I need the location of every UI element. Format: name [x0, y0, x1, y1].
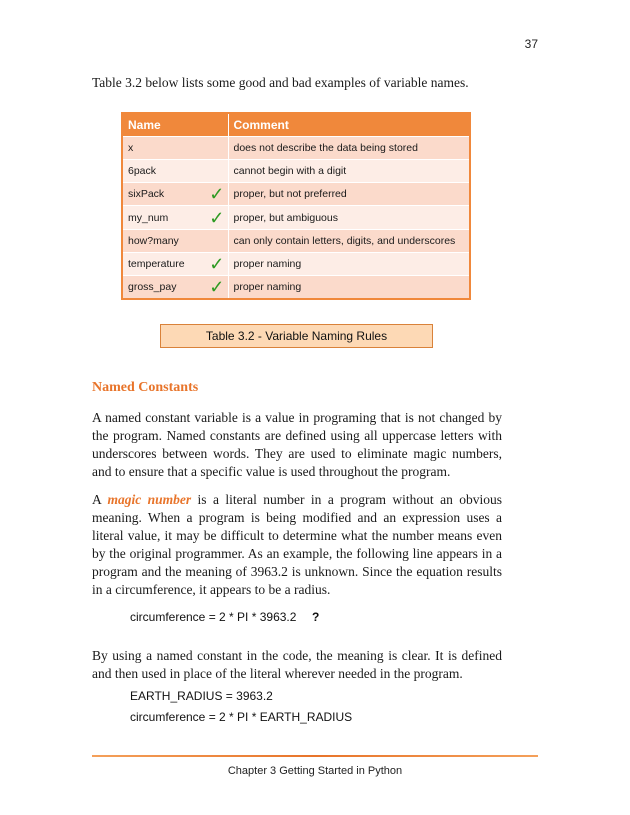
checkmark-icon: ✓: [206, 252, 228, 275]
table-caption: Table 3.2 - Variable Naming Rules: [160, 324, 433, 348]
table-row: [122, 159, 470, 182]
checkmark-icon: ✓: [206, 206, 228, 229]
code-example-literal: [130, 610, 320, 624]
comment-column-header: Comment: [228, 113, 470, 136]
magic-number-term: magic number: [107, 492, 192, 507]
variable-names-table: [121, 112, 471, 300]
section-heading: Named Constants: [92, 380, 199, 395]
intro-text: Table 3.2 below lists some good and bad examples of variable names.: [92, 75, 469, 90]
footer-chapter-title: Chapter 3 Getting Started in Python: [227, 765, 403, 777]
table-row: [122, 206, 470, 229]
table-row: [122, 229, 470, 252]
table-header-row: [122, 113, 470, 136]
comment-cell: proper, but ambiguous: [228, 206, 470, 229]
table-row: [122, 276, 470, 299]
variable-name-cell: gross_pay: [122, 276, 206, 299]
code-line: circumference = 2 * PI * 3963.2: [130, 610, 297, 624]
variable-name-cell: sixPack: [122, 183, 206, 206]
checkmark-icon: ✓: [206, 276, 228, 299]
paragraph-rest: is a literal number in a program without an obvious meaning. When a program is being modified and an expression uses a literal value, it may be difficult to determine what the number means even by the original programmer. As an example, the following line appears in a program and the meaning of 3963.2 is unknown. Since the equation results in a circumference, it appears to be a radius.: [92, 492, 502, 597]
variable-name-cell: my_num: [122, 206, 206, 229]
variable-name-cell: how?many: [122, 229, 206, 252]
table-body: [122, 136, 470, 299]
comment-cell: proper, but not preferred: [228, 183, 470, 206]
table-row: [122, 183, 470, 206]
variable-name-cell: 6pack: [122, 159, 206, 182]
comment-cell: cannot begin with a digit: [228, 159, 470, 182]
question-marker: ?: [312, 610, 320, 624]
comment-cell: does not describe the data being stored: [228, 136, 470, 159]
footer-divider: [92, 755, 538, 757]
variable-name-cell: temperature: [122, 252, 206, 275]
table-row: [122, 252, 470, 275]
checkmark-icon: ✓: [206, 183, 228, 206]
paragraph-lead: A: [92, 492, 108, 507]
table-row: [122, 136, 470, 159]
empty-check-cell: [206, 136, 228, 159]
comment-cell: proper naming: [228, 252, 470, 275]
code-line-constant-usage: circumference = 2 * PI * EARTH_RADIUS: [130, 710, 353, 724]
paragraph-named-constant-usage: By using a named constant in the code, the meaning is clear. It is defined and then used in place of the literal wherever needed in the program.: [92, 648, 502, 681]
paragraph-named-constants: A named constant variable is a value in programing that is not changed by the program. Named constants are defined using all uppercase letters with underscores between words. They are used to eliminate magic numbers, and to ensure that a specific value is used throughout the program.: [92, 410, 502, 479]
empty-check-cell: [206, 159, 228, 182]
comment-cell: proper naming: [228, 276, 470, 299]
code-line-constant-definition: EARTH_RADIUS = 3963.2: [130, 689, 273, 703]
comment-cell: can only contain letters, digits, and underscores: [228, 229, 470, 252]
name-column-header: Name: [122, 113, 228, 136]
page-number: 37: [524, 37, 538, 51]
empty-check-cell: [206, 229, 228, 252]
variable-name-cell: x: [122, 136, 206, 159]
paragraph-magic-number: [92, 491, 502, 599]
